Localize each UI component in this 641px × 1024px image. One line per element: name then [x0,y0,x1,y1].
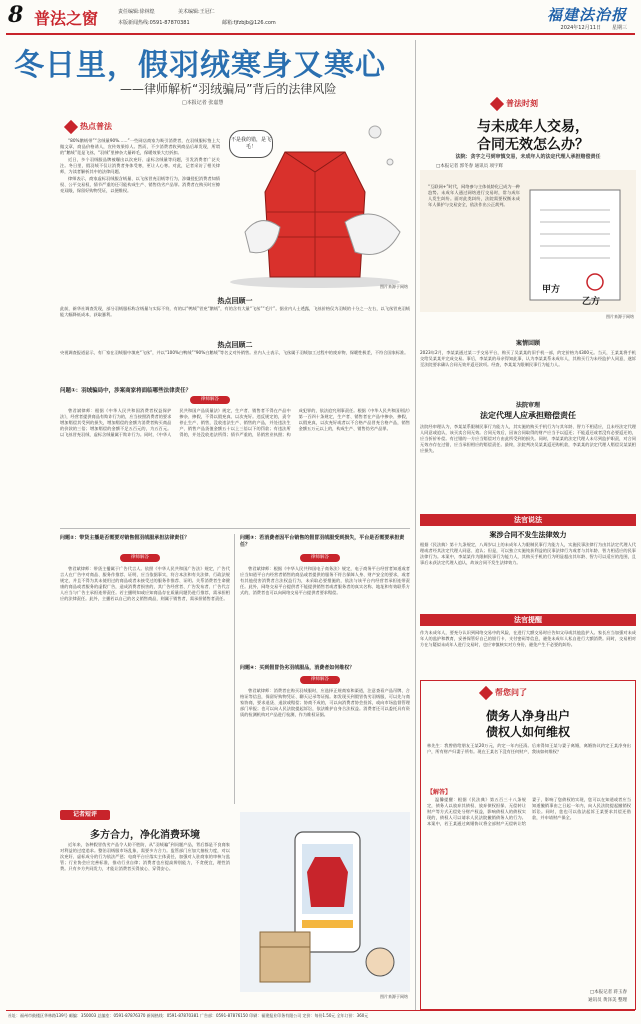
question-4: 问题④：买到假冒伪劣羽绒服品，消费者如何维权？ [240,665,355,671]
ruling-body: 法院经审理认为，李某某系限制民事行为能力人，其实施的购买手机行为与其年龄、智力不相适应，且未经法定代理人同意或追认，该买卖合同无效。合同无效后，因该合同取得的财产应当予以返还；不能返还或者没有必要返还的，应当折价补偿。有过错的一方应当赔偿对方由此所受到的损失。同时，李某某的法定代理人未尽到监护职责，对合同无效亦存在过错，应当承担相应的赔偿责任。最终，法院判决吴某某返还购机款，李某某的法定代理人赔偿吴某某相应损失。 [420,424,636,453]
answer-4 [240,688,410,802]
lead-photo-caption: 图片来源于网络 [380,284,408,289]
bottom-photo-caption: 图片来源于网络 [380,994,408,999]
judge-view-bar [420,514,636,526]
speech-bubble-text: 不是我的错，是飞毛！ [230,137,271,150]
page-header [0,0,641,36]
help-box [420,680,636,1010]
hot-review-1-title: 热点回顾一 [217,297,253,305]
header-rule [6,33,635,35]
main-column-divider [415,40,416,1010]
ruling-heading: 法院审理 [515,402,540,409]
page-number: 8 [8,2,24,28]
hot-review-2-body: 央视调查报道显示，有厂家在羽绒服中填充“飞丝”，并以“100%白鸭绒”“90%白鹅绒”等名义对外销售。业内人士表示，飞丝属于羽绒加工过程中的废弃物，保暖性极差，不符合国家标准。 [60,350,409,355]
lead-illustration [225,112,410,290]
help-question: 林先生：我曾借给朋友王某20万元，约定一年内还清。后来得知王某与妻子离婚，离婚协议约定王某净身出户，所有财产归妻子所有。现在王某名下没有任何财产，我该如何维权？ [427,743,631,754]
lead-subtitle: ——律师解析“羽绒骗局”背后的法律风险 [120,82,337,96]
answer-tag: 【解答】 [427,789,452,796]
issue-date: 2024年12月11日 [560,25,601,31]
reporter-note-title: 多方合力，净化消费环境 [90,830,200,841]
lawyer-tag-3: 律师解答 [300,554,340,562]
party-b-label: 乙方 [582,297,601,307]
right-deck: 法院：贪字之弓到审慎交易，未成年人的法定代理人承担赔偿责任 [455,154,601,160]
judge-tip-bar [420,614,636,626]
reporter-note-text: 近年来，各种假冒伪劣产品令人防不胜防，从“羽绒骗”到问题产品，背后都是不良商家对利益的过度追求。整治羽绒服市场乱象，需要多方合力。监管部门应加大抽检力度，对以次充好、虚标成分的行为依法严惩；电商平台应落实主体责任，加强对入驻商家的审核与监管；行业协会应完善标准，推动行业自律；消费者也应提高辨别能力，不贪便宜，理性消费。只有多方共同发力，才能让消费者买得放心、穿得安心。 [60,842,230,871]
email: 邮箱:fjfzbjb@126.com [222,20,276,26]
intro-paragraph: 律师表示，商家虚标羽绒服含绒量、以飞丝冒充羽绒等行为，涉嫌侵犯消费者知情权、公平交易权，情节严重的还可能构成生产、销售伪劣产品罪。消费者在购买时应擦亮双眼，保留好购物凭证，以便维权。 [60,176,220,193]
section-name: 普法之窗 [34,9,99,28]
tag-label: 普法时刻 [506,99,538,108]
reporter-note-body [60,842,230,992]
answer-2 [60,566,230,802]
help-ribbon-icon [479,686,493,700]
judge-view-title: 案涉合同不发生法律效力 [489,531,567,539]
reporter-note-tag [60,810,110,820]
speech-bubble [229,130,273,158]
help-byline-2: 通讯员 黄泽美 整理 [588,998,627,1003]
ruling-title: 法定代理人应承担赔偿责任 [480,411,576,420]
footer-text: 社址：福州市鼓楼区华林路139号 邮编：350003 总编室：0591-87876370 新闻热线：0591-87870381 广告部：0591-87876150 印刷：福建报业印务有限公司 定价：每份1.50元 全年订价：360元 [8,1013,369,1018]
help-answer-text: 温馨提醒：根据《民法典》第五百三十八条规定，债务人以放弃其债权、放弃债权担保、无偿转让财产等方式无偿处分财产权益，影响债权人的债权实现的，债权人可以请求人民法院撤销债务人的行为。本案中，若王某通过离婚协议将全部财产无偿转让给妻子，影响了您债权的实现，您可以在知道或者应当知道撤销事由之日起一年内，向人民法院提起撤销权诉讼。同时，您也可以依法起诉王某要求其偿还借款，并申请财产保全。 [427,797,631,826]
case-review-heading: 案情回顾 [515,340,540,347]
lead-intro [60,138,220,288]
lead-byline: □本报记者 张嘉慧 [182,100,224,106]
help-tag [481,687,561,699]
issue-weekday: 星期三 [611,25,627,31]
column-divider [234,534,235,804]
kicker-label: 热点普法 [80,122,112,131]
right-title-line-2: 合同无效怎么办？ [477,137,589,153]
help-title-1: 债务人净身出户 [485,709,570,723]
hot-review-2-title: 热点回顾二 [217,341,253,349]
bottom-illustration [240,812,410,1000]
party-a-label: 甲方 [542,285,561,295]
editor-credit: 责任编辑:徐林煌 [118,9,155,15]
answer-3 [240,566,410,658]
judge-tip-body: 作为未成年人，要充分认识到网络交易中的风险，在进行大额交易时应告知父母或其他监护人。家长应当加强对未成年人的监护和教育，妥善保管好自己的银行卡、支付密码等信息，避免未成年人私自进行大额消费。同时，交易相对方在与疑似未成年人进行交易时，也应审慎核实对方身份，避免产生不必要的纠纷。 [420,630,636,647]
judge-view-heading: 法官说法 [514,516,542,524]
help-answer [427,797,631,997]
question-2: 问题②：带货主播是否需要对销售假羽绒服承担法律责任？ [60,535,190,541]
right-photo-caption: 图片来源于网络 [606,314,634,319]
answer-1-text: 曾君斌律师：根据《中华人民共和国消费者权益保护法》，经营者提供商品有欺诈行为的，应当按照消费者的要求增加赔偿其受到的损失，增加赔偿的金额为消费者购买商品的价款的三倍；增加赔偿的金额不足五百元的，为五百元。以飞丝冒充羽绒、虚标含绒量属于欺诈行为。同时，《中华人民共和国产品质量法》规定，生产者、销售者不得在产品中掺杂、掺假，不得以假充真、以次充好。违反规定的，责令停止生产、销售，没收违法生产、销售的产品，并处违法生产、销售产品货值金额五十以上三倍以下的罚款；有违法所得的，并处没收违法所得；情节严重的，吊销营业执照；构成犯罪的，依法追究刑事责任。根据《中华人民共和国刑法》第一百四十条规定，生产者、销售者在产品中掺杂、掺假，以假充真，以次充好或者以不合格产品冒充合格产品，销售金额五万元以上的，构成生产、销售伪劣产品罪。 [60,408,410,437]
help-tag-label: 帮您问了 [495,688,527,697]
help-title-2: 债权人如何维权 [485,725,570,739]
tag-ribbon-icon [490,97,504,111]
art-editor-credit: 美术编辑:王冠仁 [178,9,215,15]
lead-title: 冬日里，假羽绒寒身又寒心 [14,48,386,83]
help-byline-1: □本报记者 蒋玉春 [589,990,627,995]
judge-view-body: 根据《民法典》第十九条规定，八周岁以上的未成年人为限制民事行为能力人，实施民事法律行为由其法定代理人代理或者经其法定代理人同意、追认；但是，可以独立实施纯获利益的民事法律行为或者与其年龄、智力相适应的民事法律行为。本案中，李某某作为限制民事行为能力人，其购买手机的行为明显超出其年龄、智力可以适应的范围，且事后未获法定代理人追认，故该合同不发生法律效力。 [420,542,636,565]
lawyer-tag-4: 律师解答 [300,676,340,684]
answer-3-text: 曾君斌律师：根据《中华人民共和国电子商务法》规定，电子商务平台经营者知道或者应当知道平台内经营者销售的商品或者提供的服务不符合保障人身、财产安全的要求，或者有其他侵害消费者合法权益行为，未采取必要措施的，依法与该平台内经营者承担连带责任。此外，网络交易平台提供者不能提供销售者或者服务者的真实名称、地址和有效联系方式的，消费者也可以向网络交易平台提供者要求赔偿。 [240,566,410,595]
hot-review-1-body: 此前，新华社调查发现，部分羽绒服标称含绒量与实际不符，有的以“鸭绒”冒充“鹅绒”，有的含有大量“飞丝”“毛片”。据业内人士透露，飞丝价格仅为羽绒的十分之一左右，以飞丝冒充羽绒能大幅降低成本，获取暴利。 [60,306,410,317]
answer-4-text: 曾君斌律师：消费者在购买羽绒服时，应选择正规商家和渠道，注意查看产品吊牌、合格证等信息，保留好购物凭证、聊天记录等证据。如发现买到假冒伪劣羽绒服，可以先与商家协商，要求退货、退款或赔偿；协商不成的，可以向消费者协会投诉，或向市场监督管理部门举报；也可以向人民法院提起诉讼，依法维护自身合法权益。消费者还可以委托具有资质的检测机构对产品进行检测，作为维权证据。 [240,688,410,717]
reporter-note-label: 记者短评 [72,811,97,818]
reporter-note-box [60,810,230,1000]
case-review-body: 2023年2月，李某某通过某二手交易平台，购买了吴某某的旧手机一部，约定价格为4300元。当天，王某某将手机交给吴某某并完成交易。事后，李某某的母亲得知此事，认为李某某系未成年人，其购买行为未经监护人同意，遂诉至法院要求确认合同无效并返还款项。经查，李某某为限制民事行为能力人。 [420,350,636,367]
right-title-line-1: 与未成年人交易， [477,119,589,135]
footer-rule [6,1010,635,1011]
lead-kicker [66,120,136,134]
divider [60,528,410,529]
question-3: 问题③：若消费者因平台销售的假冒羽绒服受到损失，平台是否需要承担责任？ [240,535,405,548]
lawyer-tag-1: 律师解答 [190,396,230,404]
lawyer-tag-2: 律师解答 [120,554,160,562]
question-1: 问题①：羽绒骗局中，涉案商家将面临哪些法律责任？ [60,388,192,394]
intro-paragraph: “80%鹅绒带”“含绒量90%……”一些网店商家为吸引消费者，在羽绒服标签上大做文章，商品价格诱人，宣传效果惊人。然而，不少消费者收到商品后却发现，所谓的“鹅绒”竟是飞丝，“羽绒”里掺杂大量碎毛，保暖效果大打折扣。 [60,138,220,155]
intro-paragraph: 近日，多个羽绒服品牌被曝出以次充好、虚标含绒量等问题，引发消费者广泛关注。冬日里，假羽绒不仅让消费者身体受寒，更让人心寒。对此，记者采访了相关律师，为读者解析其中的法律问题。 [60,157,220,174]
right-column-tag [492,98,552,112]
answer-2-text: 曾君斌律师：带货主播属于广告代言人。依照《中华人民共和国广告法》规定，广告代言人在广告中对商品、服务作推荐、证明，应当依据事实，符合本法和有关法律、行政法规规定，并且不得为其未使用过的商品或者未接受过的服务作推荐、证明。关系消费者生命健康的商品或者服务的虚假广告，造成消费者损害的，其广告经营者、广告发布者、广告代言人应当与广告主承担连带责任。若主播明知或应知商品存在质量问题仍进行推荐，需承担相应的法律责任。此外，主播若以自己的名义销售商品，则属于销售者，需承担销售者责任。 [60,566,230,601]
masthead-logo: 福建法治报 [546,6,627,24]
answer-1 [60,408,410,526]
judge-tip-heading: 法官提醒 [514,616,542,624]
right-illustration [420,170,636,320]
right-byline: □本报记者 郭冬春 通讯员 项宇辉 [436,164,504,169]
hotline: 本版新闻热线:0591-87870381 [118,20,190,26]
phone-shopping-illustration [240,812,410,992]
kicker-ribbon-icon [64,120,78,134]
right-quote: “互联网+”时代，网络参与主体低龄化已成为一种趋势。未成年人通过网络进行交易时，常与成年人发生纠纷。面对此类纠纷，法院需要权衡未成年人保护与交易安全，依法作出公正裁判。 [428,184,520,207]
